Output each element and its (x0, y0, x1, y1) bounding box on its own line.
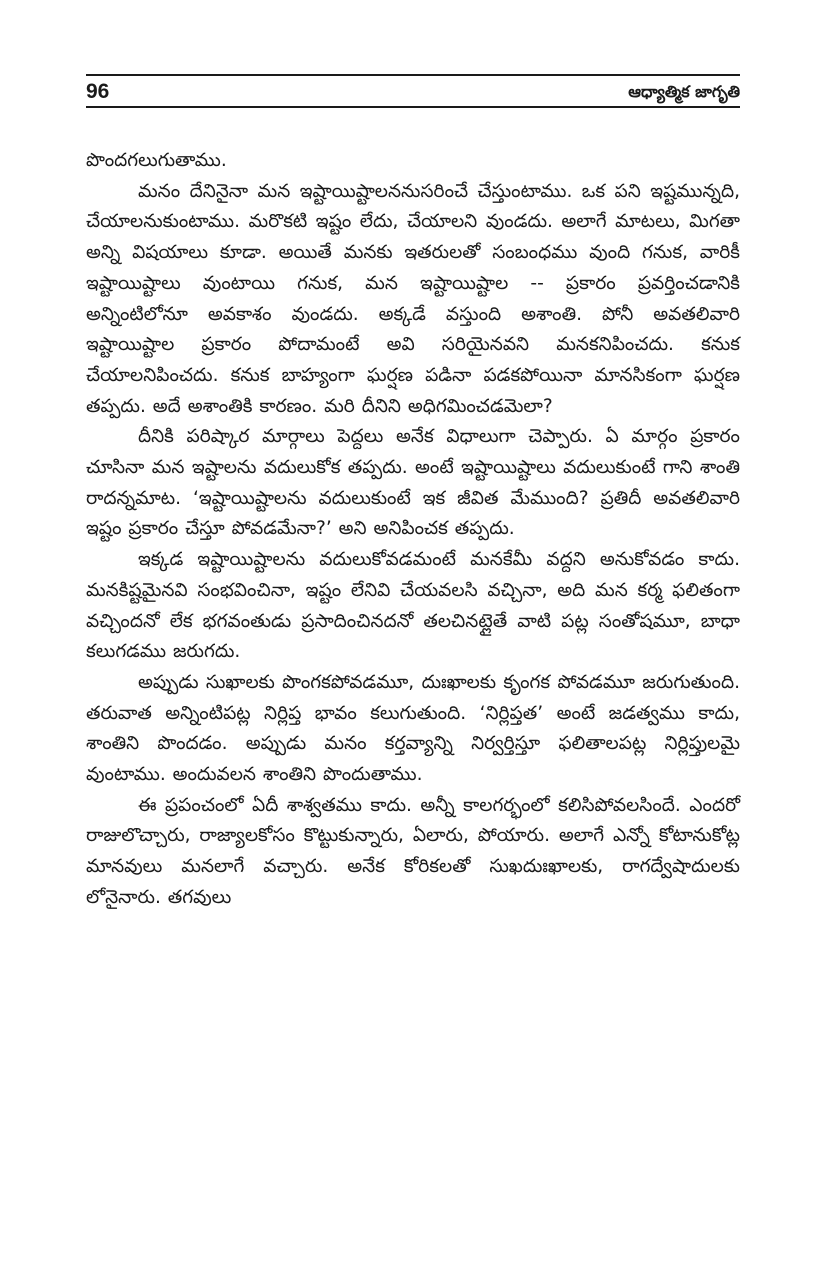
paragraph: ఇక్కడ ఇష్టాయిష్టాలను వదులుకోవడమంటే మనకేమీ వద్దని అనుకోవడం కాదు. మనకిష్టమైనవి సంభవించినా, ఇష్టం లేనివి చేయవలసి వచ్చినా, అది మన కర్మ ఫలితంగా వచ్చిందనో లేక భగవంతుడు ప్రసాదించినదనో తలచినట్లైతే వాటి పట్ల సంతోషమూ, బాధా కలుగడము జరుగదు. (86, 549, 740, 663)
paragraph: దీనికి పరిష్కార మార్గాలు పెద్దలు అనేక విధాలుగా చెప్పారు. ఏ మార్గం ప్రకారం చూసినా మన ఇష్టాలను వదులుకోక తప్పదు. అంటే ఇష్టాయిష్టాలు వదులుకుంటే గాని శాంతి రాదన్నమాట. ‘ఇష్టాయిష్టాలను వదులుకుంటే ఇక జీవిత మేముంది? ప్రతిదీ అవతలివారి ఇష్టం ప్రకారం చేస్తూ పోవడమేనా?’ అని అనిపించక తప్పదు. (86, 426, 740, 540)
paragraph: పొందగలుగుతాము. (86, 150, 227, 171)
paragraph: అప్పుడు సుఖాలకు పొంగకపోవడమూ, దుఃఖాలకు కృంగక పోవడమూ జరుగుతుంది. తరువాత అన్నింటిపట్ల నిర్లిప్త భావం కలుగుతుంది. ‘నిర్లిప్తత’ అంటే జడత్వము కాదు, శాంతిని పొందడం. అప్పుడు మనం కర్తవ్యాన్ని నిర్వర్తిస్తూ ఫలితాలపట్ల నిర్లిప్తులమై వుంటాము. అందువలన శాంతిని పొందుతాము. (86, 671, 740, 786)
page-number: 96 (86, 80, 110, 103)
paragraph: ఈ ప్రపంచంలో ఏదీ శాశ్వతము కాదు. అన్నీ కాలగర్భంలో కలిసిపోవలసిందే. ఎందరో రాజులొచ్చారు, రాజ్యాలకోసం కొట్టుకున్నారు, ఏలారు, పోయారు. అలాగే ఎన్నో కోటానుకోట్ల మానవులు మనలాగే వచ్చారు. అనేక కోరికలతో సుఖదుఃఖాలకు, రాగద్వేషాదులకు లోనైనారు. తగవులు (86, 794, 740, 908)
body-text (86, 146, 740, 914)
running-title: ఆధ్యాత్మిక జాగృతి (628, 82, 740, 101)
paragraph: మనం దేనినైనా మన ఇష్టాయిష్టాలననుసరించే చేస్తుంటాము. ఒక పని ఇష్టమున్నది, చేయాలనుకుంటాము. మరొకటి ఇష్టం లేదు, చేయాలని వుండదు. అలాగే మాటలు, మిగతా అన్ని విషయాలు కూడా. అయితే మనకు ఇతరులతో సంబంధము వుంది గనుక, వారికీ ఇష్టాయిష్టాలు వుంటాయి గనుక, మన ఇష్టాయిష్టాల -- ప్రకారం ప్రవర్తించడానికి అన్నింటిలోనూ అవకాశం వుండదు. అక్కడే వస్తుంది అశాంతి. పోనీ అవతలివారి ఇష్టాయిష్టాల ప్రకారం పోదామంటే అవి సరియైనవని మనకనిపించదు. కనుక చేయాలనిపించదు. కనుక బాహ్యంగా ఘర్షణ పడినా పడకపోయినా మానసికంగా ఘర్షణ తప్పదు. అదే అశాంతికి కారణం. మరి దీనిని అధిగమించడమెలా? (86, 180, 740, 417)
page-header (86, 74, 740, 108)
